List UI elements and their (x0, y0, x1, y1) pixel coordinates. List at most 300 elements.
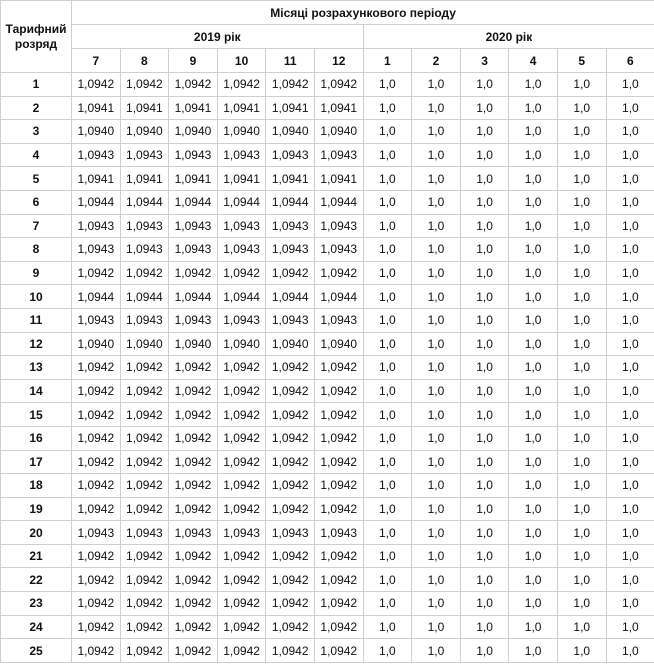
value-cell: 1,0 (557, 426, 606, 450)
value-cell: 1,0 (412, 261, 461, 285)
month-header: 4 (509, 49, 558, 73)
value-cell: 1,0942 (314, 450, 363, 474)
table-row (1, 190, 654, 214)
value-cell: 1,0942 (169, 544, 218, 568)
value-cell: 1,0940 (72, 332, 121, 356)
rank-cell: 15 (1, 403, 72, 427)
value-cell: 1,0942 (266, 615, 315, 639)
value-cell: 1,0941 (266, 167, 315, 191)
rank-cell: 16 (1, 426, 72, 450)
value-cell: 1,0 (606, 474, 654, 498)
value-cell: 1,0 (509, 426, 558, 450)
value-cell: 1,0 (460, 592, 509, 616)
value-cell: 1,0 (363, 639, 412, 663)
value-cell: 1,0 (412, 143, 461, 167)
value-cell: 1,0942 (314, 474, 363, 498)
value-cell: 1,0942 (169, 450, 218, 474)
value-cell: 1,0943 (72, 521, 121, 545)
value-cell: 1,0942 (169, 356, 218, 380)
value-cell: 1,0 (363, 143, 412, 167)
value-cell: 1,0 (606, 332, 654, 356)
value-cell: 1,0 (363, 96, 412, 120)
value-cell: 1,0 (412, 474, 461, 498)
rank-cell: 1 (1, 73, 72, 97)
value-cell: 1,0942 (266, 592, 315, 616)
value-cell: 1,0 (557, 332, 606, 356)
value-cell: 1,0942 (266, 426, 315, 450)
value-cell: 1,0941 (120, 96, 169, 120)
value-cell: 1,0 (606, 615, 654, 639)
value-cell: 1,0 (412, 497, 461, 521)
table-row (1, 450, 654, 474)
value-cell: 1,0943 (314, 521, 363, 545)
value-cell: 1,0942 (266, 403, 315, 427)
value-cell: 1,0942 (120, 426, 169, 450)
value-cell: 1,0 (606, 497, 654, 521)
value-cell: 1,0942 (217, 73, 266, 97)
value-cell: 1,0 (412, 190, 461, 214)
rank-cell: 5 (1, 167, 72, 191)
value-cell: 1,0 (460, 143, 509, 167)
rank-cell: 22 (1, 568, 72, 592)
value-cell: 1,0942 (217, 544, 266, 568)
value-cell: 1,0940 (217, 332, 266, 356)
value-cell: 1,0942 (266, 474, 315, 498)
value-cell: 1,0 (509, 261, 558, 285)
value-cell: 1,0943 (314, 214, 363, 238)
value-cell: 1,0 (606, 96, 654, 120)
value-cell: 1,0942 (217, 261, 266, 285)
value-cell: 1,0 (606, 568, 654, 592)
value-cell: 1,0 (509, 544, 558, 568)
value-cell: 1,0 (557, 261, 606, 285)
value-cell: 1,0944 (72, 190, 121, 214)
value-cell: 1,0 (557, 285, 606, 309)
value-cell: 1,0 (606, 285, 654, 309)
value-cell: 1,0 (363, 403, 412, 427)
table-row (1, 521, 654, 545)
value-cell: 1,0 (363, 544, 412, 568)
value-cell: 1,0 (606, 143, 654, 167)
value-cell: 1,0942 (217, 426, 266, 450)
value-cell: 1,0942 (314, 379, 363, 403)
value-cell: 1,0943 (169, 238, 218, 262)
value-cell: 1,0 (412, 639, 461, 663)
value-cell: 1,0943 (266, 214, 315, 238)
value-cell: 1,0943 (72, 143, 121, 167)
value-cell: 1,0 (363, 73, 412, 97)
value-cell: 1,0940 (314, 332, 363, 356)
value-cell: 1,0 (557, 544, 606, 568)
value-cell: 1,0944 (120, 190, 169, 214)
value-cell: 1,0 (509, 332, 558, 356)
rank-cell: 2 (1, 96, 72, 120)
value-cell: 1,0944 (72, 285, 121, 309)
value-cell: 1,0 (557, 379, 606, 403)
table-row (1, 639, 654, 663)
value-cell: 1,0 (509, 73, 558, 97)
value-cell: 1,0942 (266, 639, 315, 663)
value-cell: 1,0942 (266, 568, 315, 592)
value-cell: 1,0 (557, 639, 606, 663)
value-cell: 1,0 (509, 615, 558, 639)
rank-cell: 21 (1, 544, 72, 568)
value-cell: 1,0943 (120, 308, 169, 332)
value-cell: 1,0 (460, 521, 509, 545)
table-row (1, 592, 654, 616)
value-cell: 1,0 (460, 403, 509, 427)
value-cell: 1,0941 (217, 96, 266, 120)
value-cell: 1,0 (460, 356, 509, 380)
value-cell: 1,0 (460, 96, 509, 120)
value-cell: 1,0942 (120, 592, 169, 616)
value-cell: 1,0942 (314, 73, 363, 97)
value-cell: 1,0 (557, 143, 606, 167)
value-cell: 1,0942 (266, 544, 315, 568)
value-cell: 1,0 (606, 308, 654, 332)
value-cell: 1,0943 (266, 521, 315, 545)
value-cell: 1,0941 (72, 167, 121, 191)
value-cell: 1,0942 (169, 379, 218, 403)
value-cell: 1,0 (460, 474, 509, 498)
month-header: 9 (169, 49, 218, 73)
value-cell: 1,0 (460, 73, 509, 97)
value-cell: 1,0 (412, 120, 461, 144)
table-row (1, 544, 654, 568)
value-cell: 1,0 (606, 426, 654, 450)
value-cell: 1,0940 (217, 120, 266, 144)
value-cell: 1,0 (412, 568, 461, 592)
value-cell: 1,0943 (217, 143, 266, 167)
value-cell: 1,0 (363, 190, 412, 214)
value-cell: 1,0 (557, 615, 606, 639)
value-cell: 1,0942 (72, 403, 121, 427)
table-row (1, 356, 654, 380)
value-cell: 1,0943 (169, 214, 218, 238)
value-cell: 1,0 (509, 96, 558, 120)
value-cell: 1,0 (363, 308, 412, 332)
rank-cell: 4 (1, 143, 72, 167)
value-cell: 1,0943 (314, 143, 363, 167)
value-cell: 1,0 (606, 544, 654, 568)
value-cell: 1,0 (363, 497, 412, 521)
rank-cell: 17 (1, 450, 72, 474)
value-cell: 1,0942 (120, 379, 169, 403)
rank-cell: 10 (1, 285, 72, 309)
table-row (1, 73, 654, 97)
rank-cell: 25 (1, 639, 72, 663)
value-cell: 1,0 (412, 238, 461, 262)
value-cell: 1,0942 (217, 592, 266, 616)
value-cell: 1,0942 (169, 497, 218, 521)
table-row (1, 261, 654, 285)
value-cell: 1,0942 (72, 592, 121, 616)
value-cell: 1,0 (460, 426, 509, 450)
value-cell: 1,0942 (266, 356, 315, 380)
value-cell: 1,0 (509, 497, 558, 521)
value-cell: 1,0940 (120, 120, 169, 144)
value-cell: 1,0942 (314, 497, 363, 521)
value-cell: 1,0943 (120, 238, 169, 262)
value-cell: 1,0942 (169, 568, 218, 592)
value-cell: 1,0 (557, 214, 606, 238)
value-cell: 1,0 (557, 73, 606, 97)
value-cell: 1,0 (509, 214, 558, 238)
value-cell: 1,0 (606, 261, 654, 285)
value-cell: 1,0 (606, 639, 654, 663)
month-header: 3 (460, 49, 509, 73)
value-cell: 1,0943 (169, 308, 218, 332)
value-cell: 1,0 (363, 285, 412, 309)
value-cell: 1,0942 (72, 474, 121, 498)
value-cell: 1,0 (606, 167, 654, 191)
value-cell: 1,0 (363, 332, 412, 356)
value-cell: 1,0942 (217, 356, 266, 380)
value-cell: 1,0 (412, 96, 461, 120)
value-cell: 1,0942 (72, 615, 121, 639)
value-cell: 1,0942 (169, 592, 218, 616)
value-cell: 1,0 (363, 120, 412, 144)
value-cell: 1,0 (557, 403, 606, 427)
value-cell: 1,0942 (120, 615, 169, 639)
value-cell: 1,0 (363, 167, 412, 191)
value-cell: 1,0942 (169, 261, 218, 285)
value-cell: 1,0941 (314, 167, 363, 191)
value-cell: 1,0 (557, 450, 606, 474)
value-cell: 1,0 (363, 521, 412, 545)
value-cell: 1,0941 (72, 96, 121, 120)
value-cell: 1,0 (606, 214, 654, 238)
value-cell: 1,0943 (314, 238, 363, 262)
value-cell: 1,0943 (217, 308, 266, 332)
table-row (1, 332, 654, 356)
value-cell: 1,0942 (120, 568, 169, 592)
rank-cell: 8 (1, 238, 72, 262)
value-cell: 1,0 (363, 474, 412, 498)
value-cell: 1,0 (606, 379, 654, 403)
value-cell: 1,0 (509, 403, 558, 427)
value-cell: 1,0 (509, 356, 558, 380)
rank-cell: 20 (1, 521, 72, 545)
value-cell: 1,0 (606, 190, 654, 214)
rank-cell: 24 (1, 615, 72, 639)
value-cell: 1,0 (557, 238, 606, 262)
value-cell: 1,0942 (120, 544, 169, 568)
value-cell: 1,0 (363, 261, 412, 285)
value-cell: 1,0 (363, 379, 412, 403)
value-cell: 1,0 (460, 285, 509, 309)
rank-cell: 18 (1, 474, 72, 498)
table-row (1, 167, 654, 191)
value-cell: 1,0942 (72, 356, 121, 380)
value-cell: 1,0942 (314, 261, 363, 285)
month-header: 7 (72, 49, 121, 73)
month-header: 10 (217, 49, 266, 73)
value-cell: 1,0943 (314, 308, 363, 332)
value-cell: 1,0 (460, 214, 509, 238)
rank-cell: 19 (1, 497, 72, 521)
value-cell: 1,0 (412, 426, 461, 450)
value-cell: 1,0942 (314, 356, 363, 380)
value-cell: 1,0 (363, 568, 412, 592)
value-cell: 1,0 (606, 521, 654, 545)
value-cell: 1,0 (460, 568, 509, 592)
value-cell: 1,0940 (314, 120, 363, 144)
value-cell: 1,0 (557, 568, 606, 592)
value-cell: 1,0940 (266, 120, 315, 144)
value-cell: 1,0942 (169, 474, 218, 498)
value-cell: 1,0 (412, 356, 461, 380)
value-cell: 1,0942 (314, 592, 363, 616)
value-cell: 1,0942 (217, 615, 266, 639)
value-cell: 1,0943 (217, 521, 266, 545)
value-cell: 1,0942 (314, 544, 363, 568)
value-cell: 1,0942 (266, 261, 315, 285)
table-row (1, 96, 654, 120)
value-cell: 1,0942 (217, 450, 266, 474)
value-cell: 1,0942 (314, 639, 363, 663)
table-row (1, 568, 654, 592)
value-cell: 1,0 (509, 285, 558, 309)
rank-cell: 7 (1, 214, 72, 238)
value-cell: 1,0 (412, 73, 461, 97)
value-cell: 1,0 (509, 379, 558, 403)
value-cell: 1,0940 (169, 120, 218, 144)
month-header: 6 (606, 49, 654, 73)
month-header: 1 (363, 49, 412, 73)
table-row (1, 426, 654, 450)
value-cell: 1,0941 (314, 96, 363, 120)
value-cell: 1,0944 (169, 285, 218, 309)
value-cell: 1,0942 (266, 73, 315, 97)
value-cell: 1,0942 (72, 568, 121, 592)
table-row (1, 120, 654, 144)
value-cell: 1,0942 (217, 379, 266, 403)
value-cell: 1,0942 (120, 73, 169, 97)
value-cell: 1,0942 (120, 261, 169, 285)
value-cell: 1,0 (509, 167, 558, 191)
table-row (1, 214, 654, 238)
value-cell: 1,0 (412, 615, 461, 639)
value-cell: 1,0 (557, 474, 606, 498)
value-cell: 1,0 (460, 190, 509, 214)
value-cell: 1,0944 (314, 285, 363, 309)
value-cell: 1,0 (557, 120, 606, 144)
value-cell: 1,0942 (314, 426, 363, 450)
value-cell: 1,0 (509, 190, 558, 214)
value-cell: 1,0941 (266, 96, 315, 120)
table-row (1, 497, 654, 521)
value-cell: 1,0 (412, 521, 461, 545)
value-cell: 1,0944 (266, 190, 315, 214)
table-row (1, 285, 654, 309)
value-cell: 1,0 (557, 167, 606, 191)
value-cell: 1,0 (606, 73, 654, 97)
value-cell: 1,0 (460, 332, 509, 356)
value-cell: 1,0 (557, 96, 606, 120)
value-cell: 1,0 (412, 450, 461, 474)
month-header: 12 (314, 49, 363, 73)
value-cell: 1,0 (363, 356, 412, 380)
value-cell: 1,0942 (120, 450, 169, 474)
value-cell: 1,0 (460, 615, 509, 639)
value-cell: 1,0942 (314, 615, 363, 639)
value-cell: 1,0942 (120, 356, 169, 380)
value-cell: 1,0942 (217, 639, 266, 663)
year-header-2020: 2020 рік (363, 25, 654, 49)
table-row (1, 474, 654, 498)
value-cell: 1,0 (460, 167, 509, 191)
rank-cell: 3 (1, 120, 72, 144)
value-cell: 1,0942 (72, 261, 121, 285)
month-header: 11 (266, 49, 315, 73)
value-cell: 1,0 (363, 450, 412, 474)
table-row (1, 308, 654, 332)
value-cell: 1,0 (412, 403, 461, 427)
value-cell: 1,0942 (217, 474, 266, 498)
value-cell: 1,0942 (266, 379, 315, 403)
value-cell: 1,0 (363, 426, 412, 450)
value-cell: 1,0942 (72, 639, 121, 663)
value-cell: 1,0 (509, 639, 558, 663)
value-cell: 1,0941 (169, 96, 218, 120)
value-cell: 1,0943 (72, 308, 121, 332)
value-cell: 1,0943 (217, 214, 266, 238)
value-cell: 1,0941 (169, 167, 218, 191)
value-cell: 1,0 (509, 143, 558, 167)
value-cell: 1,0944 (266, 285, 315, 309)
value-cell: 1,0940 (120, 332, 169, 356)
value-cell: 1,0943 (120, 521, 169, 545)
value-cell: 1,0 (509, 592, 558, 616)
value-cell: 1,0 (412, 167, 461, 191)
value-cell: 1,0944 (120, 285, 169, 309)
value-cell: 1,0 (412, 379, 461, 403)
value-cell: 1,0942 (314, 403, 363, 427)
value-cell: 1,0 (606, 356, 654, 380)
value-cell: 1,0942 (266, 497, 315, 521)
rank-cell: 23 (1, 592, 72, 616)
value-cell: 1,0940 (169, 332, 218, 356)
year-header-2019: 2019 рік (72, 25, 364, 49)
value-cell: 1,0 (557, 190, 606, 214)
value-cell: 1,0 (606, 238, 654, 262)
value-cell: 1,0 (606, 592, 654, 616)
value-cell: 1,0943 (72, 214, 121, 238)
value-cell: 1,0942 (266, 450, 315, 474)
value-cell: 1,0 (557, 592, 606, 616)
value-cell: 1,0941 (217, 167, 266, 191)
value-cell: 1,0 (460, 379, 509, 403)
rank-cell: 11 (1, 308, 72, 332)
value-cell: 1,0942 (72, 73, 121, 97)
value-cell: 1,0 (509, 568, 558, 592)
value-cell: 1,0942 (169, 426, 218, 450)
value-cell: 1,0 (412, 285, 461, 309)
value-cell: 1,0 (557, 521, 606, 545)
value-cell: 1,0942 (72, 450, 121, 474)
value-cell: 1,0 (363, 238, 412, 262)
value-cell: 1,0943 (169, 143, 218, 167)
value-cell: 1,0944 (217, 190, 266, 214)
table-row (1, 615, 654, 639)
value-cell: 1,0944 (217, 285, 266, 309)
month-header: 8 (120, 49, 169, 73)
value-cell: 1,0 (363, 214, 412, 238)
value-cell: 1,0 (460, 450, 509, 474)
value-cell: 1,0 (412, 592, 461, 616)
value-cell: 1,0 (606, 120, 654, 144)
